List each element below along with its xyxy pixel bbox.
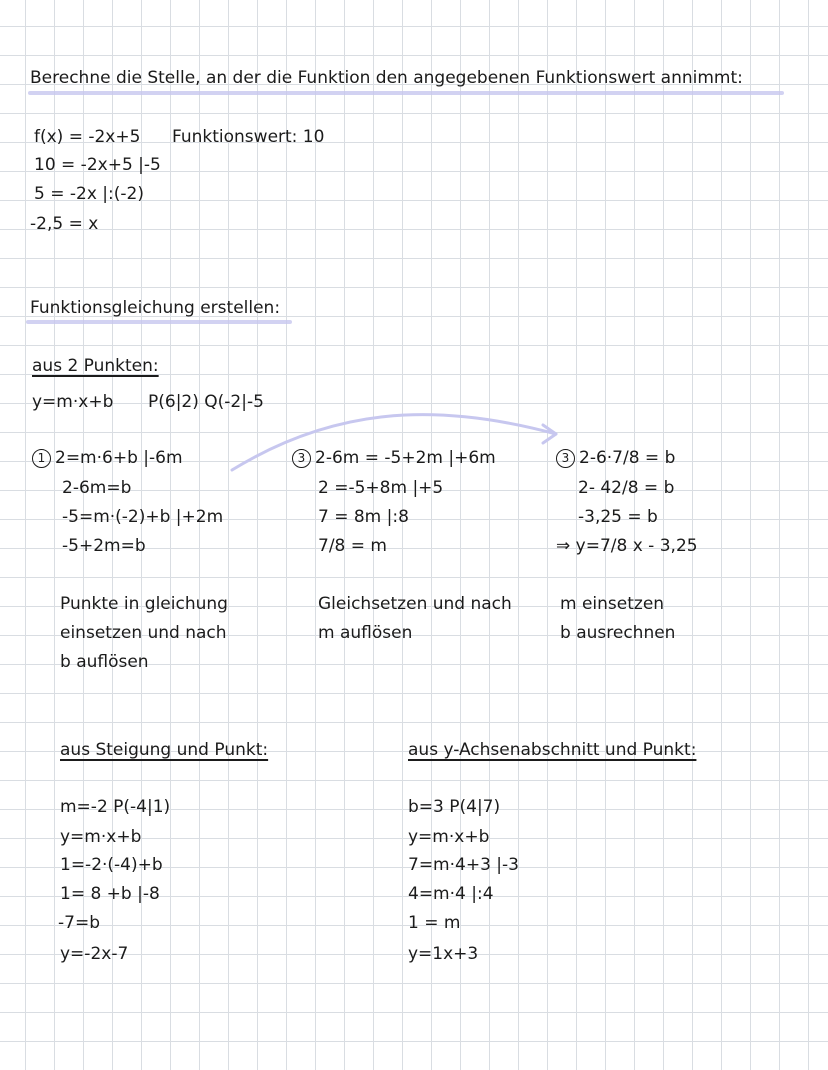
slope-point-heading: aus Steigung und Punkt: [60, 740, 269, 760]
step3-line: 2- 42/8 = b [578, 478, 675, 498]
intercept-point-heading: aus y-Achsenabschnitt und Punkt: [408, 740, 697, 760]
intercept-point-line: 7=m·4+3 |-3 [408, 855, 519, 875]
step-number-badge: 3 [556, 449, 575, 468]
step1-description: einsetzen und nach [60, 623, 227, 643]
step1-line [32, 448, 183, 468]
general-formula: y=m·x+b [32, 392, 114, 412]
equation-line: -2,5 = x [30, 214, 99, 234]
step1-line: -5=m·(-2)+b |+2m [62, 507, 224, 527]
section2-heading: Funktionsgleichung erstellen: [30, 298, 281, 318]
step3-description: b ausrechnen [560, 623, 676, 643]
step1-description: b auflösen [60, 652, 149, 672]
step1-equation: 2=m·6+b |-6m [55, 448, 183, 468]
step3-line: ⇒ y=7/8 x - 3,25 [556, 536, 698, 556]
step3-description: m einsetzen [560, 594, 665, 614]
step2-description: Gleichsetzen und nach [318, 594, 512, 614]
slope-point-line: y=-2x-7 [60, 944, 129, 964]
step2-description: m auflösen [318, 623, 413, 643]
step2-line: 2 =-5+8m |+5 [318, 478, 444, 498]
step2-equation: 2-6m = -5+2m |+6m [315, 448, 496, 468]
equation-line: 10 = -2x+5 |-5 [34, 155, 161, 175]
intercept-point-line: y=m·x+b [408, 827, 490, 847]
given-points: P(6|2) Q(-2|-5 [148, 392, 264, 412]
step-number-badge: 3 [292, 449, 311, 468]
two-points-heading: aus 2 Punkten: [32, 356, 159, 376]
step1-line: -5+2m=b [62, 536, 146, 556]
step2-line [292, 448, 496, 468]
intercept-point-line: 4=m·4 |:4 [408, 884, 494, 904]
slope-point-line: y=m·x+b [60, 827, 142, 847]
step-number-badge: 1 [32, 449, 51, 468]
intercept-point-line: b=3 P(4|7) [408, 797, 501, 817]
step3-equation: 2-6·7/8 = b [579, 448, 676, 468]
slope-point-line: 1=-2·(-4)+b [60, 855, 163, 875]
step3-line: -3,25 = b [578, 507, 658, 527]
funktionswert-note: Funktionswert: 10 [172, 127, 325, 147]
equation-line: 5 = -2x |:(-2) [34, 184, 144, 204]
slope-point-line: -7=b [58, 913, 100, 933]
equation-line: f(x) = -2x+5 [34, 127, 141, 147]
intercept-point-line: 1 = m [408, 913, 461, 933]
slope-point-line: 1= 8 +b |-8 [60, 884, 160, 904]
step2-line: 7/8 = m [318, 536, 387, 556]
step1-line: 2-6m=b [62, 478, 132, 498]
intercept-point-line: y=1x+3 [408, 944, 479, 964]
step1-description: Punkte in gleichung [60, 594, 228, 614]
step3-line [556, 448, 675, 468]
step2-line: 7 = 8m |:8 [318, 507, 409, 527]
section1-heading: Berechne die Stelle, an der die Funktion den angegebenen Funktionswert annimmt: [30, 68, 743, 88]
slope-point-line: m=-2 P(-4|1) [60, 797, 171, 817]
